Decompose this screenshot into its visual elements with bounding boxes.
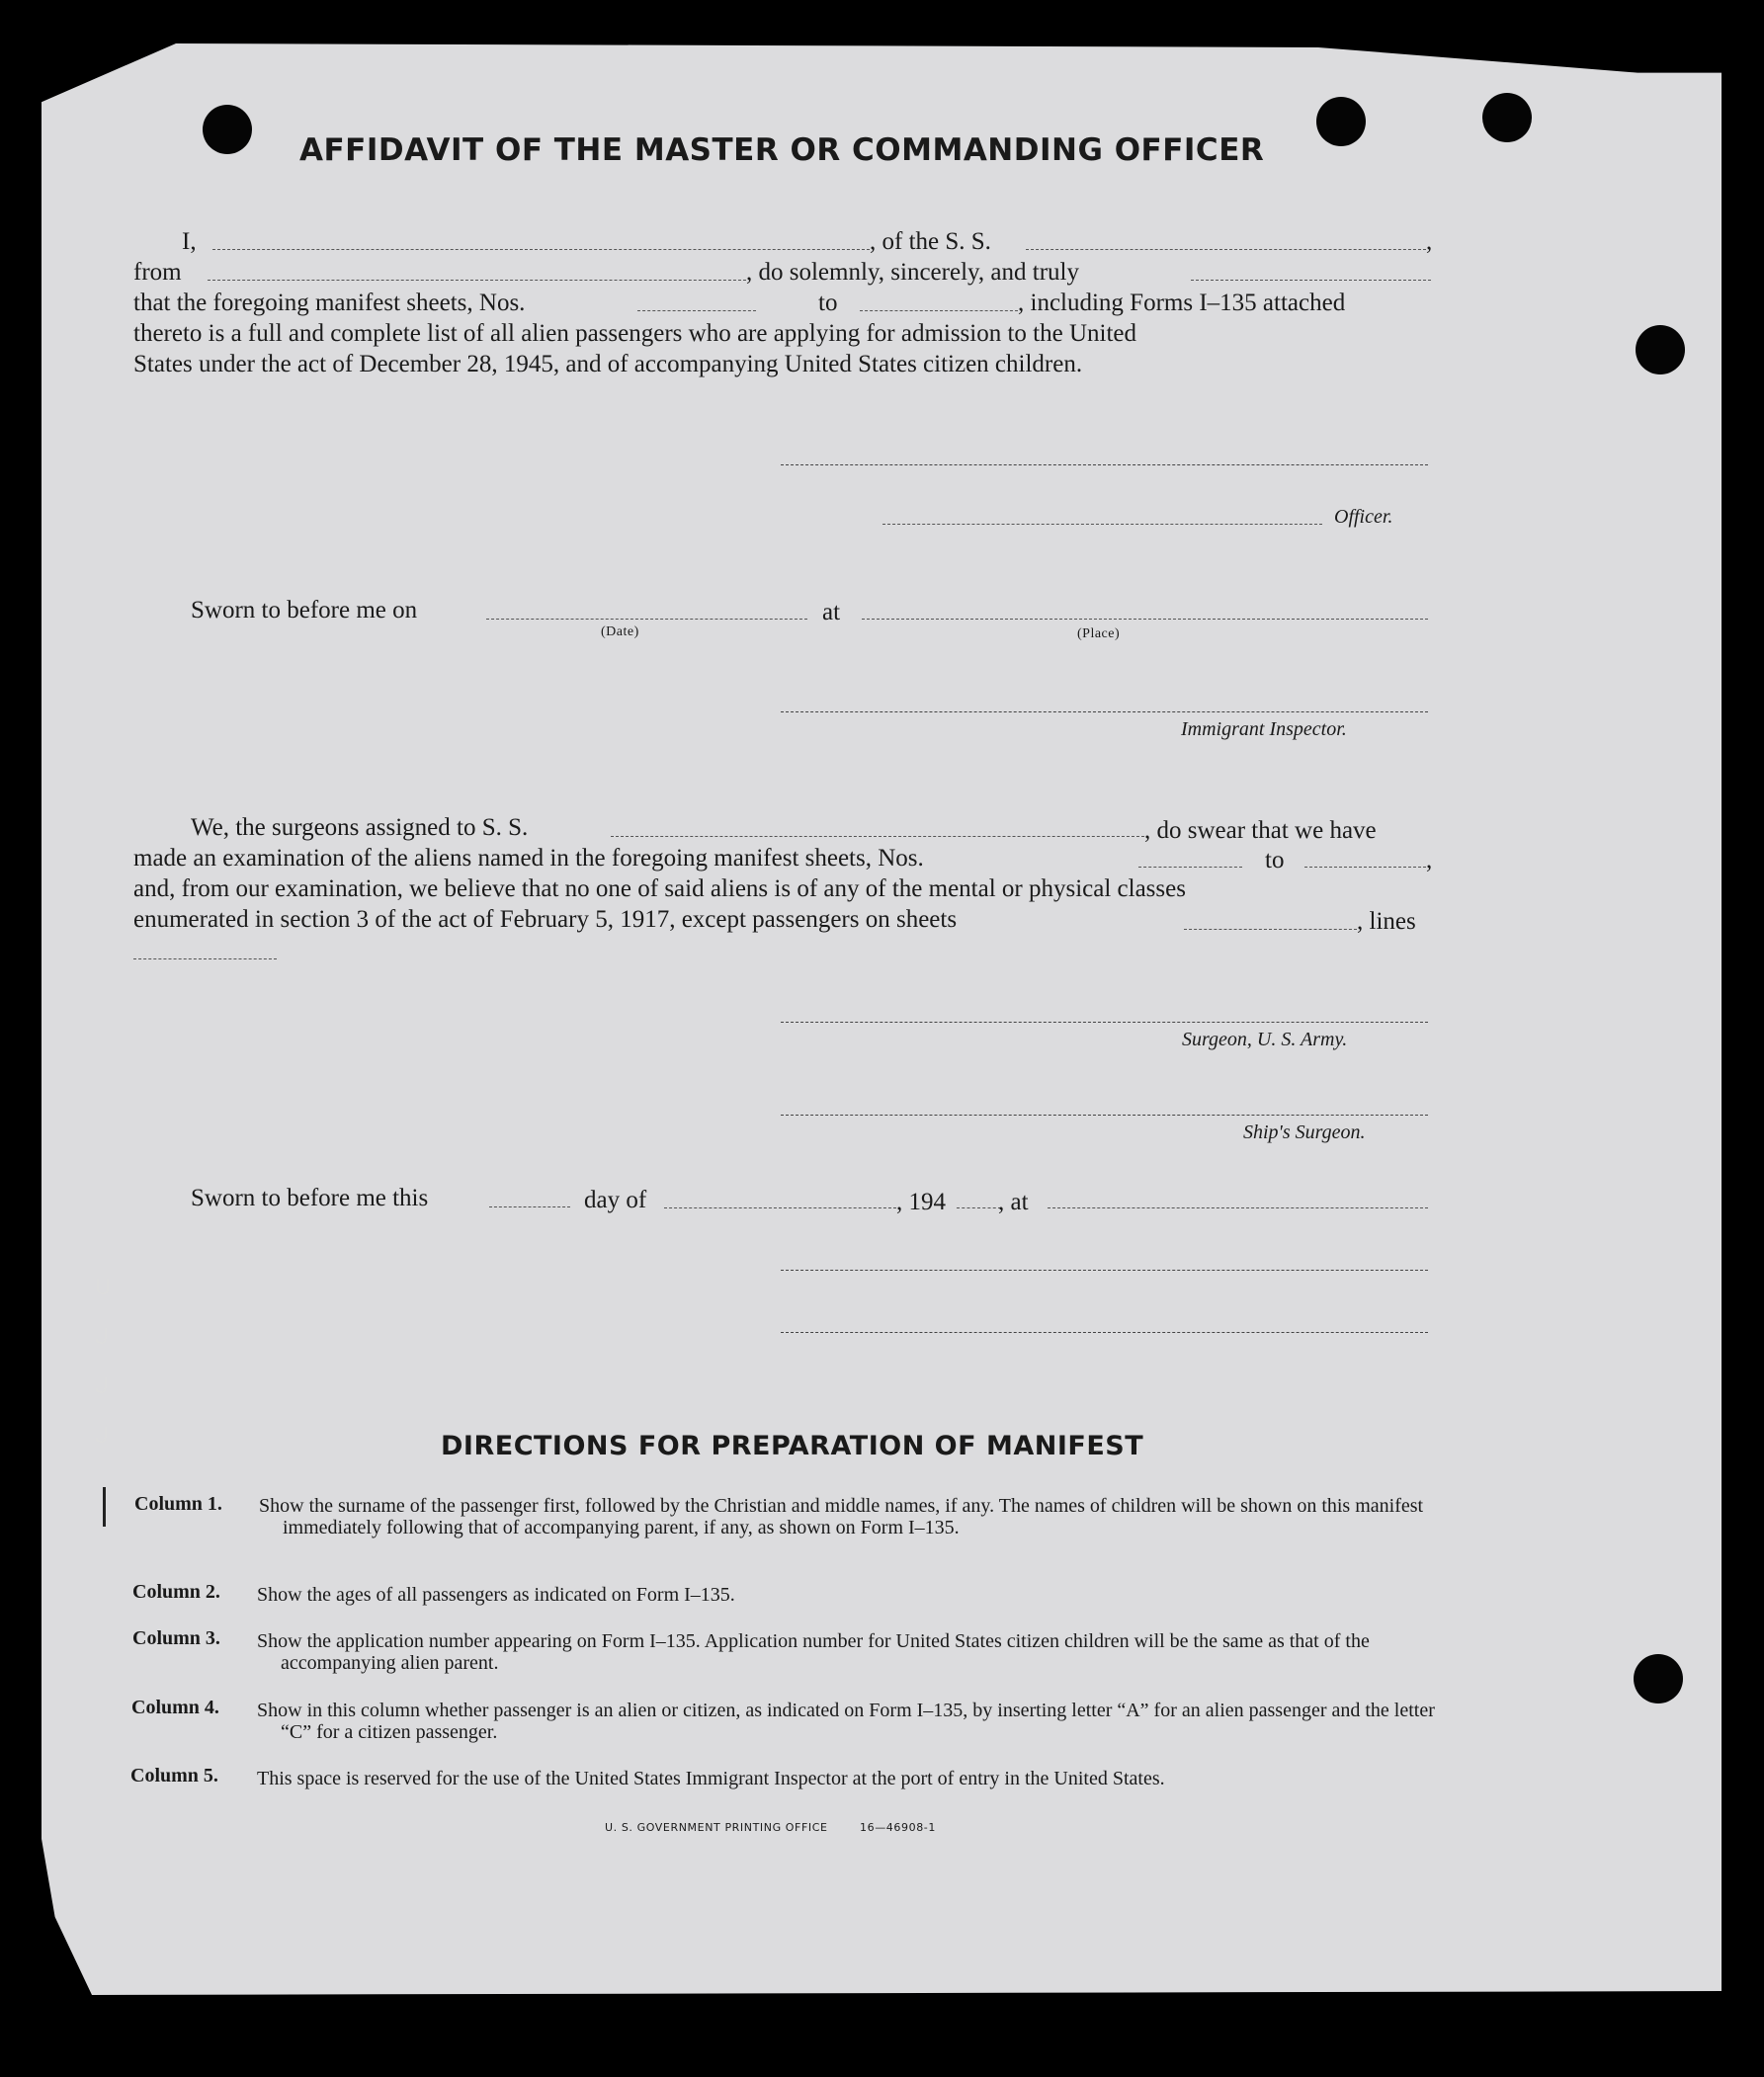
inspector-signature-line[interactable] bbox=[781, 711, 1428, 712]
form-title: AFFIDAVIT OF THE MASTER OR COMMANDING OFFICER bbox=[299, 132, 1265, 168]
sheet-to-field[interactable] bbox=[860, 310, 1018, 311]
column-description: Show the ages of all passengers as indicated on Form I–135. bbox=[257, 1584, 735, 1606]
surgeon-ship-field[interactable] bbox=[611, 836, 1144, 837]
margin-check-mark: ᒍ bbox=[95, 1423, 109, 1448]
margin-check-mark: ᒍ bbox=[95, 1373, 109, 1398]
sworn-date-field[interactable] bbox=[486, 619, 807, 620]
sworn-place-field[interactable] bbox=[862, 619, 1428, 620]
margin-rule bbox=[103, 1487, 106, 1527]
surgeons-lines: , lines bbox=[1357, 908, 1416, 935]
sworn-before-me-this: Sworn to before me this bbox=[191, 1185, 429, 1211]
ship-surgeon-caption: Ship's Surgeon. bbox=[1243, 1122, 1366, 1143]
affidavit-to: to bbox=[818, 290, 838, 316]
sworn-before-me-on: Sworn to before me on bbox=[191, 597, 418, 623]
surgeons-comma: , bbox=[1426, 847, 1433, 873]
column-label: Column 4. bbox=[131, 1697, 219, 1718]
sworn-day-field[interactable] bbox=[489, 1206, 570, 1207]
sworn-month-field[interactable] bbox=[664, 1207, 896, 1208]
affidavit-comma: , bbox=[1426, 228, 1433, 255]
inspector-caption: Immigrant Inspector. bbox=[1181, 718, 1347, 740]
column-label: Column 1. bbox=[134, 1493, 222, 1515]
punch-hole bbox=[1482, 93, 1532, 142]
surgeon-sheet-from-field[interactable] bbox=[1138, 867, 1242, 868]
directions-title: DIRECTIONS FOR PREPARATION OF MANIFEST bbox=[441, 1431, 1144, 1461]
sworn-at: at bbox=[822, 599, 841, 625]
except-lines-field[interactable] bbox=[133, 958, 277, 959]
surgeons-assigned: We, the surgeons assigned to S. S. bbox=[191, 814, 529, 841]
punch-hole bbox=[1636, 325, 1685, 374]
printer-imprint: U. S. GOVERNMENT PRINTING OFFICE bbox=[605, 1821, 828, 1834]
army-surgeon-caption: Surgeon, U. S. Army. bbox=[1182, 1029, 1348, 1050]
master-name-field[interactable] bbox=[212, 249, 870, 250]
column-description: Show in this column whether passenger is an alien or citizen, as indicated on Form I–135, by inserting letter “A” for an alien passenger and the letter “C” for a citizen passenger. bbox=[257, 1700, 1435, 1743]
column-description: This space is reserved for the use of the United States Immigrant Inspector at the port of entry in the United States. bbox=[257, 1768, 1165, 1789]
column-description: Show the application number appearing on Form I–135. Application number for United States citizen children will be the same as that of the accompanying alien parent. bbox=[257, 1630, 1370, 1674]
affidavit-manifest-sheets: that the foregoing manifest sheets, Nos. bbox=[133, 290, 526, 316]
affidavit-line5: States under the act of December 28, 1945, and of accompanying United States citizen children. bbox=[133, 351, 1083, 377]
surgeons-to: to bbox=[1265, 847, 1285, 873]
army-surgeon-signature-line[interactable] bbox=[781, 1022, 1428, 1023]
surgeon-sheet-to-field[interactable] bbox=[1304, 867, 1426, 868]
sheet-from-field[interactable] bbox=[637, 310, 756, 311]
surgeons-line2: made an examination of the aliens named in the foregoing manifest sheets, Nos. bbox=[133, 845, 924, 872]
declare-field[interactable] bbox=[1191, 280, 1431, 281]
sworn-at-2: , at bbox=[998, 1189, 1029, 1215]
sworn-day-of: day of bbox=[584, 1187, 647, 1213]
from-port-field[interactable] bbox=[208, 280, 746, 281]
officer-title-line[interactable] bbox=[882, 524, 1322, 525]
place-caption: (Place) bbox=[1077, 626, 1121, 641]
column-description: Show the surname of the passenger first, followed by the Christian and middle names, if any. The names of children will be shown on this manifest immediately following that of accompanying parent, if any, as shown on Form I–135. bbox=[259, 1495, 1424, 1538]
inspector-signature-line-2[interactable] bbox=[781, 1270, 1428, 1271]
column-label: Column 2. bbox=[132, 1581, 220, 1603]
affidavit-line4: thereto is a full and complete list of all alien passengers who are applying for admission to the United bbox=[133, 320, 1137, 347]
surgeons-swear: , do swear that we have bbox=[1144, 817, 1377, 844]
affidavit-including: , including Forms I–135 attached bbox=[1018, 290, 1346, 316]
officer-signature-line[interactable] bbox=[781, 464, 1428, 465]
punch-hole bbox=[1634, 1654, 1683, 1703]
sworn-year: , 194 bbox=[896, 1189, 946, 1215]
margin-check-mark: ᑌ bbox=[95, 1275, 112, 1299]
affidavit-i: I, bbox=[182, 228, 197, 255]
margin-check-mark: ᒍ bbox=[95, 1324, 109, 1349]
sworn-place-field-2[interactable] bbox=[1048, 1207, 1428, 1208]
affidavit-of-ss: , of the S. S. bbox=[870, 228, 991, 255]
sworn-year-field[interactable] bbox=[957, 1207, 1001, 1208]
surgeons-line3: and, from our examination, we believe that no one of said aliens is of any of the mental or physical classes bbox=[133, 875, 1186, 902]
surgeons-line4: enumerated in section 3 of the act of February 5, 1917, except passengers on sheets bbox=[133, 906, 958, 933]
date-caption: (Date) bbox=[601, 624, 639, 639]
affidavit-from: from bbox=[133, 259, 182, 286]
column-label: Column 5. bbox=[130, 1765, 218, 1786]
column-label: Column 3. bbox=[132, 1627, 220, 1649]
except-sheets-field[interactable] bbox=[1184, 929, 1357, 930]
ship-surgeon-signature-line[interactable] bbox=[781, 1115, 1428, 1116]
inspector-title-line-2[interactable] bbox=[781, 1332, 1428, 1333]
ship-name-field[interactable] bbox=[1026, 249, 1426, 250]
punch-hole bbox=[203, 105, 252, 154]
affidavit-solemnly: , do solemnly, sincerely, and truly bbox=[746, 259, 1079, 286]
form-number: 16—46908-1 bbox=[860, 1821, 936, 1834]
officer-caption: Officer. bbox=[1334, 506, 1393, 528]
punch-hole bbox=[1316, 97, 1366, 146]
